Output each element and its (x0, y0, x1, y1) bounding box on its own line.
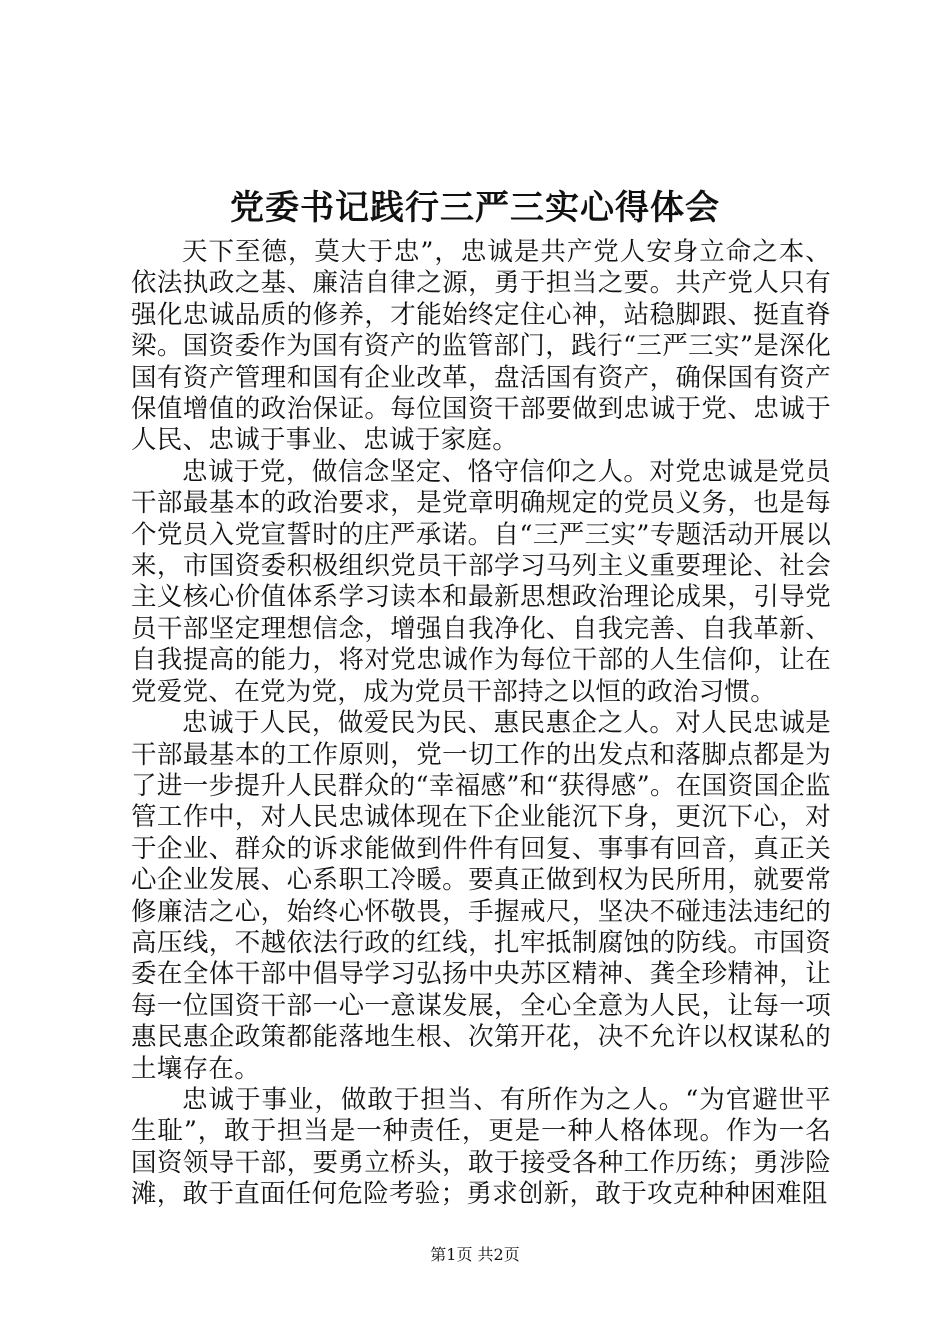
paragraph-loyal-to-people: 忠诚于人民，做爱民为民、惠民惠企之人。对人民忠诚是干部最基本的工作原则，党一切工作的出发点和落脚点都是为了进一步提升人民群众的“幸福感”和“获得感”。在国资国企监管工作中，对人民忠诚体现在下企业能沉下身，更沉下心，对于企业、群众的诉求能做到件件有回复、事事有回音，真正关心企业发展、心系职工冷暖。要真正做到权为民所用，就要常修廉洁之心，始终心怀敬畏，手握戒尺，坚决不碰违法违纪的高压线，不越依法行政的红线，扎牢抵制腐蚀的防线。市国资委在全体干部中倡导学习弘扬中央苏区精神、龚全珍精神，让每一位国资干部一心一意谋发展，全心全意为人民，让每一项惠民惠企政策都能落地生根、次第开花，决不允许以权谋私的土壤存在。 (131, 708, 831, 1084)
page-number-footer: 第1页 共2页 (430, 1245, 520, 1264)
document-body (131, 237, 831, 1211)
document-title: 党委书记践行三严三实心得体会 (230, 188, 720, 228)
paragraph-loyal-to-party: 忠诚于党，做信念坚定、恪守信仰之人。对党忠诚是党员干部最基本的政治要求，是党章明确规定的党员义务，也是每个党员入党宣誓时的庄严承诺。自“三严三实”专题活动开展以来，市国资委积极组织党员干部学习马列主义重要理论、社会主义核心价值体系学习读本和最新思想政治理论成果，引导党员干部坚定理想信念，增强自我净化、自我完善、自我革新、自我提高的能力，将对党忠诚作为每位干部的人生信仰，让在党爱党、在党为党，成为党员干部持之以恒的政治习惯。 (131, 456, 831, 707)
paragraph-intro: 天下至德，莫大于忠”，忠诚是共产党人安身立命之本、依法执政之基、廉洁自律之源，勇于担当之要。共产党人只有强化忠诚品质的修养，才能始终定住心神，站稳脚跟、挺直脊梁。国资委作为国有资产的监管部门，践行“三严三实”是深化国有资产管理和国有企业改革，盘活国有资产，确保国有资产保值增值的政治保证。每位国资干部要做到忠诚于党、忠诚于人民、忠诚于事业、忠诚于家庭。 (131, 237, 831, 456)
paragraph-loyal-to-career: 忠诚于事业，做敢于担当、有所作为之人。“为官避世平生耻”，敢于担当是一种责任，更是一种人格体现。作为一名国资领导干部，要勇立桥头，敢于接受各种工作历练；勇涉险滩，敢于直面任何危险考验；勇求创新，敢于攻克种种困难阻 (131, 1084, 831, 1210)
